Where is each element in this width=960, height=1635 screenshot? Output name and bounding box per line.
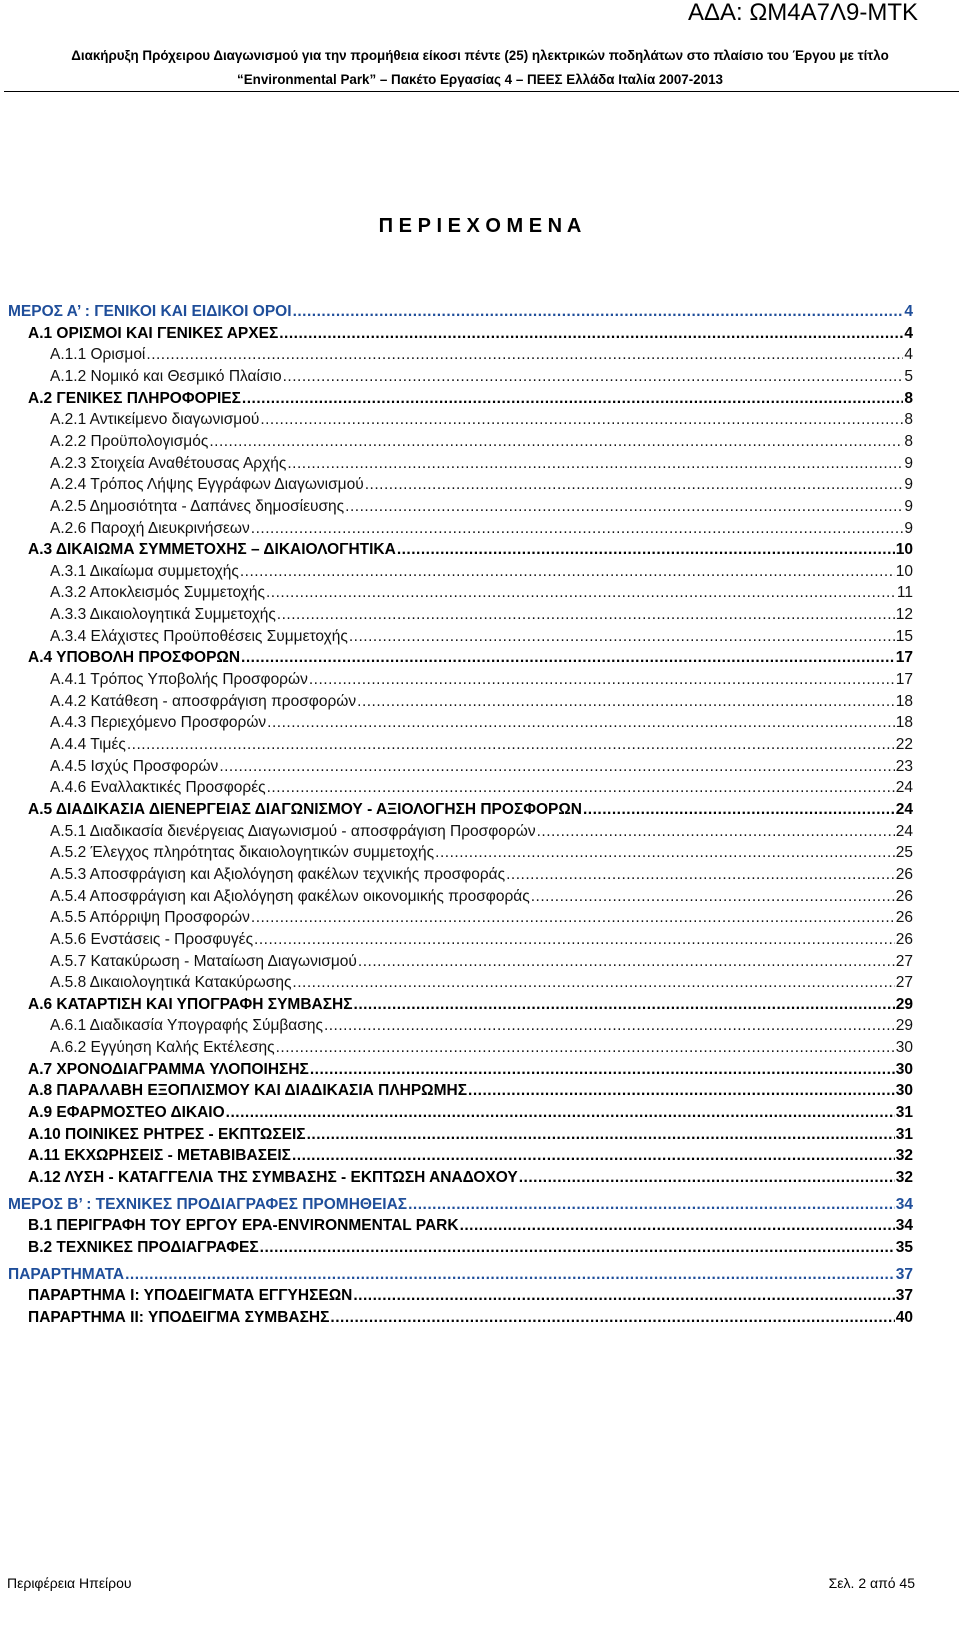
toc-entry-label: Α.1.2 Νομικό και Θεσμικό Πλαίσιο: [50, 367, 282, 385]
toc-entry-label: Α.6 ΚΑΤΑΡΤΙΣΗ ΚΑΙ ΥΠΟΓΡΑΦΗ ΣΥΜΒΑΣΗΣ: [28, 995, 353, 1013]
toc-title: Π Ε Ρ Ι Ε Χ Ο Μ Ε Ν Α: [378, 215, 582, 237]
toc-entry-label: Α.5.3 Αποσφράγιση και Αξιολόγηση φακέλων τεχνικής προσφοράς: [50, 865, 506, 883]
toc-entry-page: 31: [895, 1125, 913, 1143]
toc-entry[interactable]: [50, 709, 913, 733]
toc-entry[interactable]: [50, 731, 913, 755]
toc-entry[interactable]: [50, 948, 913, 972]
toc-entry[interactable]: [50, 753, 913, 777]
toc-entry-page: 8: [904, 432, 913, 450]
toc-entry-label: Α.3.1 Δικαίωμα συμμετοχής: [50, 562, 239, 580]
toc-entry-label: Α.2.6 Παροχή Διευκρινήσεων: [50, 519, 250, 537]
toc-entry[interactable]: [50, 818, 913, 842]
toc-entry-page: 18: [895, 692, 913, 710]
toc-entry-page: 23: [895, 757, 913, 775]
toc-entry-page: 9: [904, 497, 913, 515]
toc-entry-page: 8: [904, 389, 913, 407]
toc-entry-label: Α.2.3 Στοιχεία Αναθέτουσας Αρχής: [50, 454, 287, 472]
toc-entry-page: 24: [895, 822, 913, 840]
toc-entry[interactable]: [50, 861, 913, 885]
toc-entry-label: Α.4 ΥΠΟΒΟΛΗ ΠΡΟΣΦΟΡΩΝ: [28, 649, 241, 667]
toc-entry[interactable]: [28, 536, 913, 560]
toc-entry-page: 18: [895, 714, 913, 732]
toc-entry-page: 10: [895, 562, 913, 580]
document-header: [0, 44, 960, 92]
toc-entry-label: Β.2 ΤΕΧΝΙΚΕΣ ΠΡΟΔΙΑΓΡΑΦΕΣ: [28, 1238, 259, 1256]
toc-entry-label: Α.6.1 Διαδικασία Υπογραφής Σύμβασης: [50, 1017, 323, 1035]
toc-entry-page: 32: [895, 1147, 913, 1165]
header-divider: [4, 91, 959, 92]
toc-entry-page: 30: [895, 1039, 913, 1057]
toc-entry-label: Α.3.2 Αποκλεισμός Συμμετοχής: [50, 584, 265, 602]
toc-entry[interactable]: [8, 1261, 913, 1285]
toc-entry[interactable]: [50, 926, 913, 950]
toc-entry-label: ΜΕΡΟΣ Β’ : ΤΕΧΝΙΚΕΣ ΠΡΟΔΙΑΓΡΑΦΕΣ ΠΡΟΜΗΘΕΙΑΣ: [8, 1195, 408, 1213]
toc-entry[interactable]: [50, 515, 913, 539]
toc-entry-page: 26: [895, 909, 913, 927]
toc-entry-page: 27: [895, 974, 913, 992]
toc-entry-label: Α.3 ΔΙΚΑΙΩΜΑ ΣΥΜΜΕΤΟΧΗΣ – ΔΙΚΑΙΟΛΟΓΗΤΙΚΑ: [28, 541, 396, 559]
toc-entry[interactable]: [28, 991, 913, 1015]
toc-entry-label: Α.9 ΕΦΑΡΜΟΣΤΕΟ ΔΙΚΑΙΟ: [28, 1104, 225, 1122]
toc-entry-page: 34: [895, 1217, 913, 1235]
header-line-1: Διακήρυξη Πρόχειρου Διαγωνισμού για την προμήθεια είκοσι πέντε (25) ηλεκτρικών ποδηλάτων στο πλαίσιο του Έργου με τίτλο: [71, 48, 889, 63]
toc-entry-page: 8: [904, 411, 913, 429]
toc-entry[interactable]: [50, 1012, 913, 1036]
toc-entry[interactable]: [28, 1077, 913, 1101]
toc-entry-label: Α.4.1 Τρόπος Υποβολής Προσφορών: [50, 671, 308, 689]
toc-entry[interactable]: [28, 644, 913, 668]
toc-entry[interactable]: [28, 1164, 913, 1188]
toc-entry-page: 9: [904, 519, 913, 537]
toc-entry-page: 9: [904, 454, 913, 472]
footer-page-number: Σελ. 2 από 45: [828, 1575, 915, 1591]
toc-entry-page: 35: [895, 1238, 913, 1256]
toc-entry-label: Α.3.4 Ελάχιστες Προϋποθέσεις Συμμετοχής: [50, 627, 348, 645]
toc-entry-page: 25: [895, 844, 913, 862]
ada-code: ΑΔΑ: ΩΜ4Α7Λ9-ΜΤΚ: [687, 0, 918, 26]
toc-entry[interactable]: [28, 385, 913, 409]
toc-entry-label: Α.5.8 Δικαιολογητικά Κατακύρωσης: [50, 974, 292, 992]
toc-entry-label: Α.3.3 Δικαιολογητικά Συμμετοχής: [50, 606, 276, 624]
toc-entry[interactable]: [50, 406, 913, 430]
toc-entry[interactable]: [50, 904, 913, 928]
toc-entry-page: 29: [895, 995, 913, 1013]
toc-entry-label: Α.2.4 Τρόπος Λήψης Εγγράφων Διαγωνισμού: [50, 476, 364, 494]
toc-entry-label: Α.2.2 Προϋπολογισμός: [50, 432, 209, 450]
toc-entry[interactable]: [8, 1191, 913, 1215]
toc-entry[interactable]: [50, 601, 913, 625]
toc-entry-label: Α.1.1 Ορισμοί: [50, 346, 146, 364]
toc-entry[interactable]: [28, 1234, 913, 1258]
toc-dot-leader: [519, 1168, 895, 1188]
toc-entry[interactable]: [28, 1304, 913, 1328]
toc-entry-page: 12: [895, 606, 913, 624]
toc-entry-label: Α.8 ΠΑΡΑΛΑΒΗ ΕΞΟΠΛΙΣΜΟΥ ΚΑΙ ΔΙΑΔΙΚΑΣΙΑ ΠΛΗΡΩΜΗΣ: [28, 1082, 468, 1100]
toc-entry-label: Α.6.2 Εγγύηση Καλής Εκτέλεσης: [50, 1039, 275, 1057]
toc-entry-label: Α.2 ΓΕΝΙΚΕΣ ΠΛΗΡΟΦΟΡΙΕΣ: [28, 389, 241, 407]
toc-entry-label: Α.12 ΛΥΣΗ - ΚΑΤΑΓΓΕΛΙΑ ΤΗΣ ΣΥΜΒΑΣΗΣ - ΕΚΠΤΩΣΗ ΑΝΑΔΟΧΟΥ: [28, 1169, 518, 1186]
toc-dot-leader: [330, 1308, 894, 1328]
toc-entry-page: 24: [895, 779, 913, 797]
toc-dot-leader: [260, 1238, 895, 1258]
toc-entry-page: 22: [895, 736, 913, 753]
toc-entry[interactable]: [50, 688, 913, 712]
toc-entry-page: 17: [895, 649, 913, 667]
toc-entry[interactable]: [50, 493, 913, 517]
toc-entry-label: Α.2.1 Αντικείμενο διαγωνισμού: [50, 411, 260, 429]
toc-entry-label: Α.4.4 Τιμές: [50, 736, 126, 753]
toc-entry[interactable]: [28, 1212, 913, 1236]
toc-entry-label: Α.7 ΧΡΟΝΟΔΙΑΓΡΑΜΜΑ ΥΛΟΠΟΙΗΣΗΣ: [28, 1060, 309, 1078]
toc-entry-label: ΠΑΡΑΡΤΗΜΑ Ι: ΥΠΟΔΕΙΓΜΑΤΑ ΕΓΓΥΗΣΕΩΝ: [28, 1287, 353, 1305]
toc-entry[interactable]: [50, 1034, 913, 1058]
toc-entry-page: 10: [895, 541, 913, 559]
toc-entry-page: 26: [895, 865, 913, 883]
toc-entry[interactable]: [50, 579, 913, 603]
toc-entry-label: Α.5 ΔΙΑΔΙΚΑΣΙΑ ΔΙΕΝΕΡΓΕΙΑΣ ΔΙΑΓΩΝΙΣΜΟΥ - ΑΞΙΟΛΟΓΗΣΗ ΠΡΟΣΦΟΡΩΝ: [28, 800, 582, 818]
toc-entry-label: Α.5.6 Ενστάσεις - Προσφυγές: [50, 930, 254, 948]
toc-entry-page: 32: [895, 1169, 913, 1186]
header-line-2: “Environmental Park” – Πακέτο Εργασίας 4 – ΠΕΕΣ Ελλάδα Ιταλία 2007-2013: [237, 72, 723, 87]
toc-entry[interactable]: [50, 883, 913, 907]
toc-entry[interactable]: [50, 969, 913, 993]
toc-entry[interactable]: [28, 1099, 913, 1123]
toc-entry-label: Α.5.1 Διαδικασία διενέργειας Διαγωνισμού - αποσφράγιση Προσφορών: [50, 822, 536, 840]
toc-entry-label: Α.11 ΕΚΧΩΡΗΣΕΙΣ - ΜΕΤΑΒΙΒΑΣΕΙΣ: [28, 1147, 291, 1165]
toc-entry[interactable]: [50, 666, 913, 690]
toc-entry-label: Α.5.7 Κατακύρωση - Ματαίωση Διαγωνισμού: [50, 952, 357, 970]
toc-entry-page: 4: [904, 346, 913, 364]
toc-entry-page: 15: [895, 627, 913, 645]
footer-region: Περιφέρεια Ηπείρου: [7, 1575, 132, 1591]
toc-entry-page: 26: [895, 887, 913, 905]
toc-entry-page: 40: [895, 1308, 913, 1326]
toc-entry[interactable]: [28, 320, 913, 344]
toc-entry-page: 4: [904, 303, 913, 320]
toc-entry-label: Α.5.2 Έλεγχος πληρότητας δικαιολογητικών συμμετοχής: [50, 844, 435, 862]
toc-entry[interactable]: [50, 363, 913, 387]
toc-entry-page: 37: [895, 1265, 913, 1283]
toc-entry[interactable]: [50, 558, 913, 582]
toc-entry-page: 31: [895, 1104, 913, 1122]
toc-entry-label: Α.2.5 Δημοσιότητα - Δαπάνες δημοσίευσης: [50, 497, 345, 515]
toc-entry-page: 29: [895, 1017, 913, 1035]
toc-entry[interactable]: [50, 341, 913, 365]
toc-entry[interactable]: [28, 1142, 913, 1166]
toc-entry[interactable]: [28, 1121, 913, 1145]
toc-entry-label: Α.4.3 Περιεχόμενο Προσφορών: [50, 714, 267, 732]
toc-entry[interactable]: [50, 450, 913, 474]
toc-entry-page: 37: [895, 1287, 913, 1305]
toc-entry-page: 4: [904, 324, 913, 342]
toc-entry-label: Α.1 ΟΡΙΣΜΟΙ ΚΑΙ ΓΕΝΙΚΕΣ ΑΡΧΕΣ: [28, 324, 279, 342]
toc-entry-page: 17: [895, 671, 913, 689]
toc-entry[interactable]: [28, 1056, 913, 1080]
toc-entry-page: 24: [895, 800, 913, 818]
toc-entry-page: 26: [895, 930, 913, 948]
toc-entry-page: 27: [895, 952, 913, 970]
toc-entry-label: ΜΕΡΟΣ Α’ : ΓΕΝΙΚΟΙ ΚΑΙ ΕΙΔΙΚΟΙ ΟΡΟΙ: [8, 303, 292, 320]
toc-entry[interactable]: [50, 774, 913, 798]
toc-entry-label: Α.4.5 Ισχύς Προσφορών: [50, 757, 219, 775]
toc-entry-label: ΠΑΡΑΡΤΗΜΑ ΙΙ: ΥΠΟΔΕΙΓΜΑ ΣΥΜΒΑΣΗΣ: [28, 1308, 330, 1326]
toc-entry-page: 5: [904, 367, 913, 385]
toc-entry[interactable]: [50, 471, 913, 495]
toc-entry-label: Α.5.4 Αποσφράγιση και Αξιολόγηση φακέλων οικονομικής προσφοράς: [50, 887, 530, 905]
toc-entry-label: Β.1 ΠΕΡΙΓΡΑΦΗ ΤΟΥ ΕΡΓΟΥ EPA-ENVIRONMENTAL PARK: [28, 1217, 459, 1235]
toc-entry-label: ΠΑΡΑΡΤΗΜΑΤΑ: [8, 1265, 125, 1283]
toc-entry-page: 11: [896, 584, 913, 602]
toc-entry-label: Α.10 ΠΟΙΝΙΚΕΣ ΡΗΤΡΕΣ - ΕΚΠΤΩΣΕΙΣ: [28, 1125, 306, 1143]
toc-entry[interactable]: [28, 1282, 913, 1306]
toc-entry-label: Α.4.6 Εναλλακτικές Προσφορές: [50, 779, 266, 797]
toc-entry-label: Α.4.2 Κατάθεση - αποσφράγιση προσφορών: [50, 692, 357, 710]
toc-entry[interactable]: [50, 623, 913, 647]
toc-entry-page: 30: [895, 1082, 913, 1100]
toc-entry-page: 34: [895, 1195, 913, 1213]
toc-entry-page: 30: [895, 1060, 913, 1078]
toc-entry-label: Α.5.5 Απόρριψη Προσφορών: [50, 909, 250, 927]
toc-entry[interactable]: [8, 298, 913, 322]
toc-entry[interactable]: [50, 428, 913, 452]
toc-entry[interactable]: [28, 796, 913, 820]
toc-entry[interactable]: [50, 839, 913, 863]
toc-entry-page: 9: [904, 476, 913, 494]
